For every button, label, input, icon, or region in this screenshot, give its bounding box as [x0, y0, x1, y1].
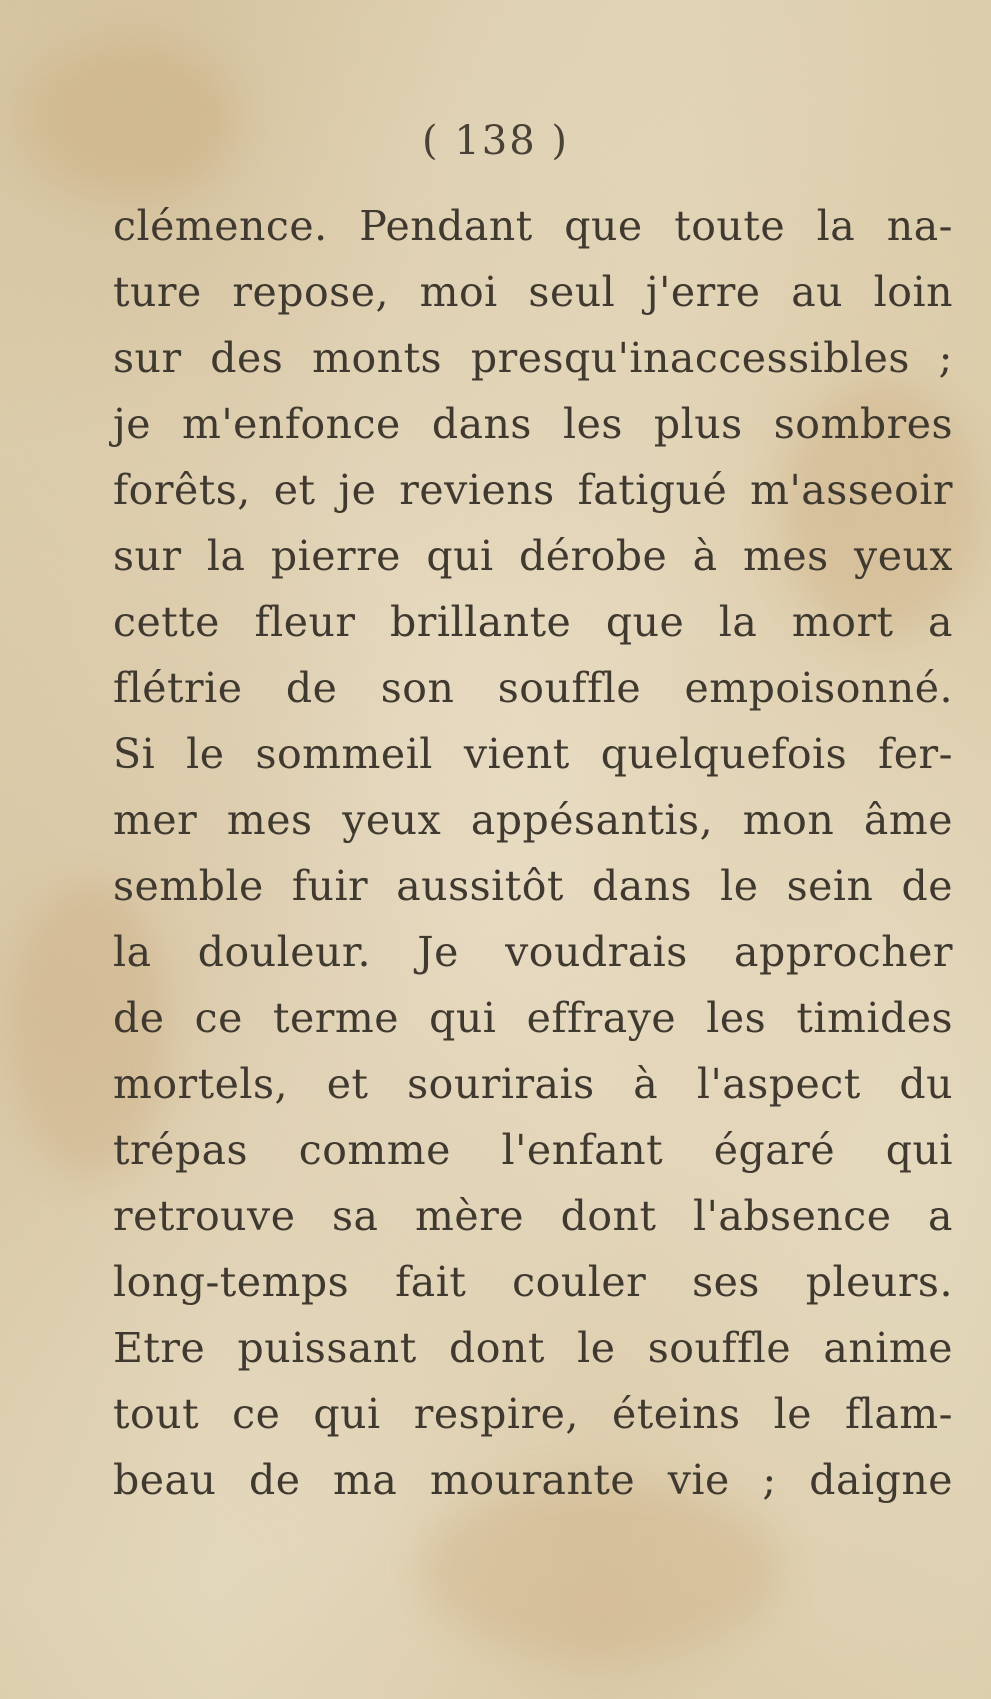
text-line: Etre puissant dont le souffle anime — [113, 1324, 953, 1372]
text-line: mortels, et sourirais à l'aspect du — [113, 1060, 953, 1108]
text-line: ture repose, moi seul j'erre au loin — [113, 268, 953, 316]
text-line: de ce terme qui effraye les timides — [113, 994, 953, 1042]
text-line: tout ce qui respire, éteins le flam- — [113, 1390, 953, 1438]
page-number: ( 138 ) — [422, 118, 569, 164]
text-line: je m'enfonce dans les plus sombres — [113, 400, 953, 448]
text-line: retrouve sa mère dont l'absence a — [113, 1192, 953, 1240]
text-line: trépas comme l'enfant égaré qui — [113, 1126, 953, 1174]
text-line: forêts, et je reviens fatigué m'asseoir — [113, 466, 953, 514]
text-line: la douleur. Je voudrais approcher — [113, 928, 953, 976]
text-line: clémence. Pendant que toute la na- — [113, 202, 953, 250]
text-line: long-temps fait couler ses pleurs. — [113, 1258, 953, 1306]
text-line: sur la pierre qui dérobe à mes yeux — [113, 532, 953, 580]
body-text — [113, 193, 953, 1513]
text-line: sur des monts presqu'inaccessibles ; — [113, 334, 953, 382]
text-line: cette fleur brillante que la mort a — [113, 598, 953, 646]
text-line: beau de ma mourante vie ; daigne — [113, 1456, 953, 1504]
text-line: mer mes yeux appésantis, mon âme — [113, 796, 953, 844]
text-line: flétrie de son souffle empoisonné. — [113, 664, 953, 712]
text-line: Si le sommeil vient quelquefois fer- — [113, 730, 953, 778]
text-line: semble fuir aussitôt dans le sein de — [113, 862, 953, 910]
